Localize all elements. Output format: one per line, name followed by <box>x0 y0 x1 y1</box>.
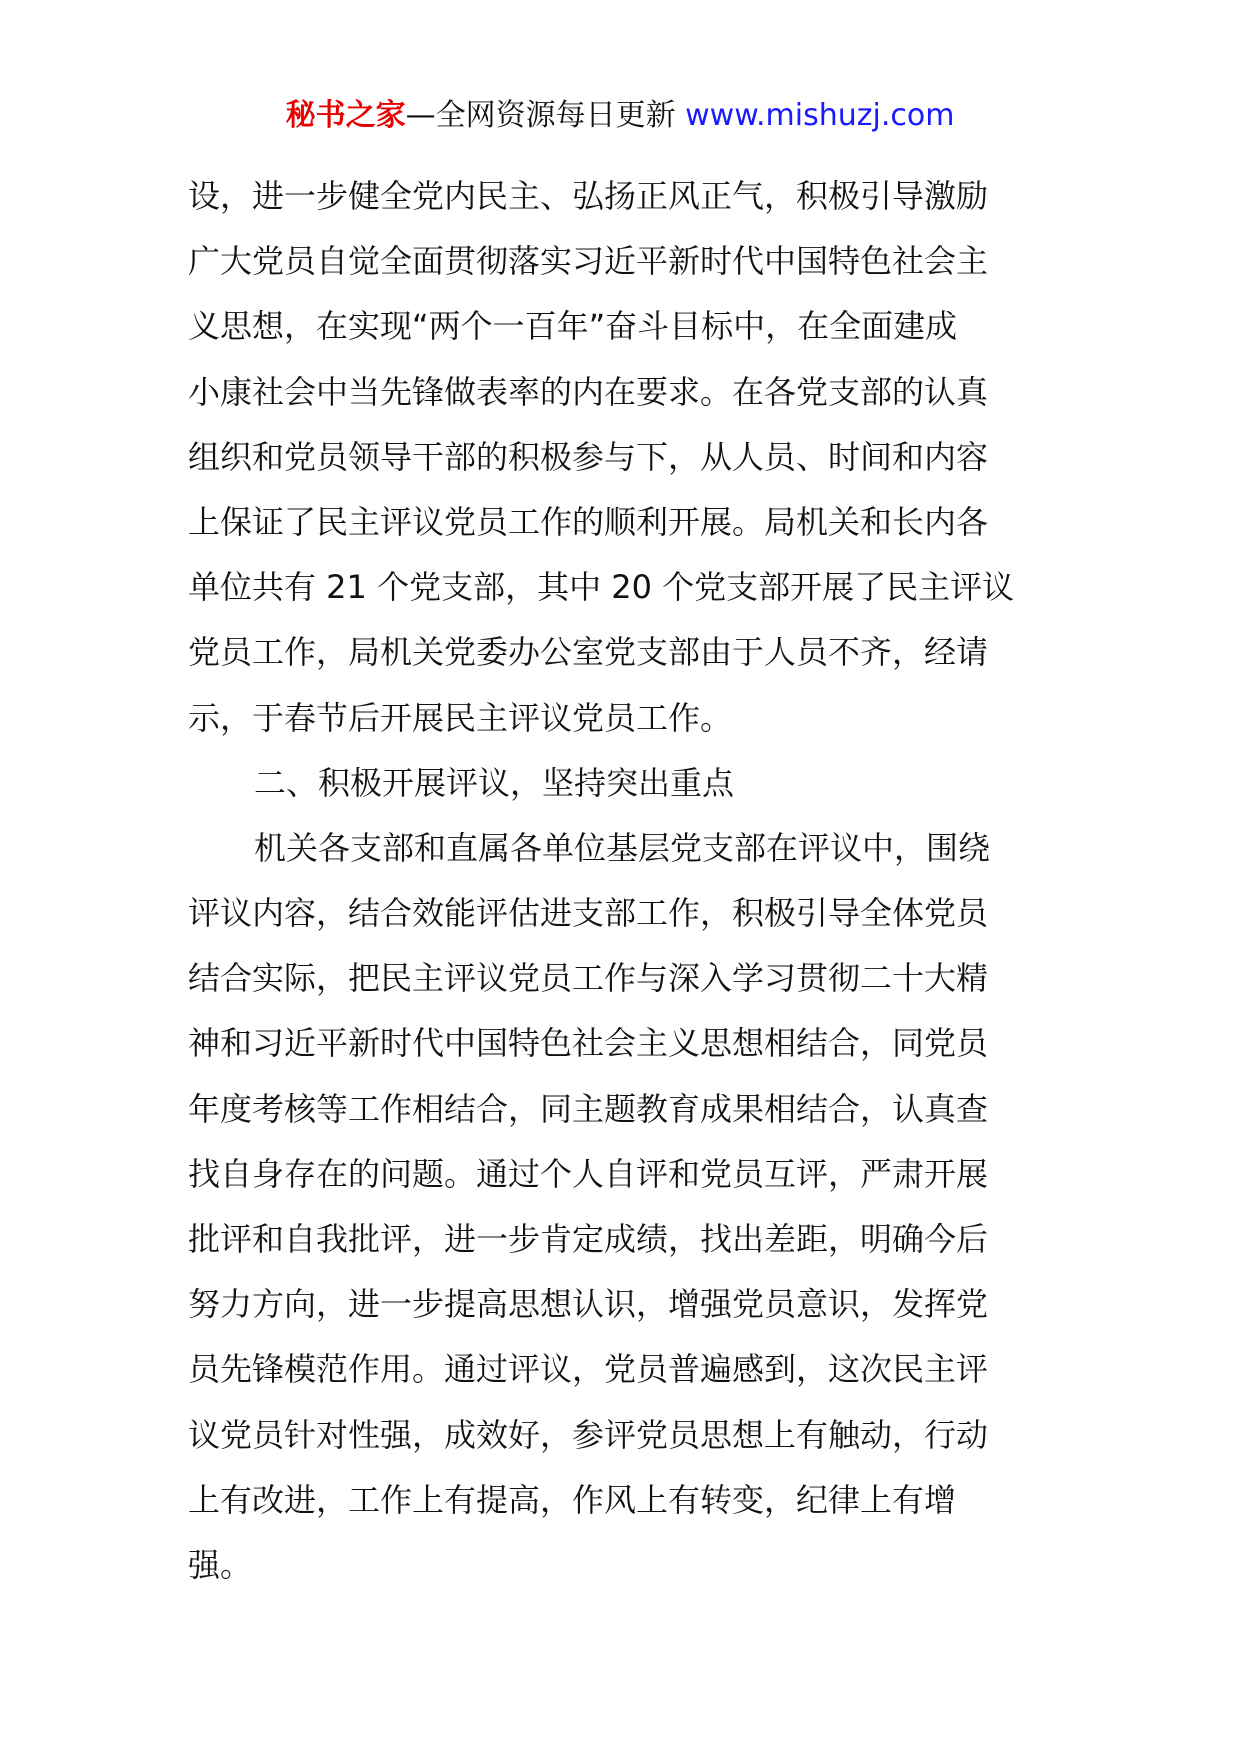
document-body <box>188 164 1056 1598</box>
text-line: 机关各支部和直属各单位基层党支部在评议中，围绕 <box>254 828 991 867</box>
text-line: 单位共有 21 个党支部，其中 20 个党支部开展了民主评议 <box>188 568 1015 607</box>
text-line: 批评和自我批评，进一步肯定成绩，找出差距，明确今后 <box>188 1220 989 1258</box>
text-line: 找自身存在的问题。通过个人自评和党员互评，严肃开展 <box>188 1154 989 1193</box>
text-line: 员先锋模范作用。通过评议，党员普遍感到，这次民主评 <box>188 1350 989 1389</box>
text-line: 上有改进，工作上有提高，作风上有转变，纪律上有增 <box>188 1480 957 1519</box>
brand-name: 秘书之家 <box>285 98 406 133</box>
text-line: 示，于春节后开展民主评议党员工作。 <box>188 698 733 737</box>
text-line: 小康社会中当先锋做表率的内在要求。在各党支部的认真 <box>188 372 989 411</box>
text-line: 广大党员自觉全面贯彻落实习近平新时代中国特色社会主 <box>188 242 989 281</box>
text-line: 议党员针对性强，成效好，参评党员思想上有触动，行动 <box>188 1415 989 1454</box>
text-line: 年度考核等工作相结合，同主题教育成果相结合，认真查 <box>188 1089 989 1128</box>
text-line: 结合实际，把民主评议党员工作与深入学习贯彻二十大精 <box>188 959 989 998</box>
text-line: 评议内容，结合效能评估进支部工作，积极引导全体党员 <box>188 894 989 933</box>
text-line: 设，进一步健全党内民主、弘扬正风正气，积极引导激励 <box>188 177 989 215</box>
header-tagline: —全网资源每日更新 <box>405 98 676 133</box>
text-line: 组织和党员领导干部的积极参与下，从人员、时间和内容 <box>188 437 989 476</box>
text-line: 强。 <box>188 1545 253 1584</box>
page-header <box>0 96 1240 136</box>
text-line: 上保证了民主评议党员工作的顺利开展。局机关和长内各 <box>188 502 989 541</box>
text-line: 义思想，在实现“两个一百年”奋斗目标中，在全面建成 <box>188 307 958 346</box>
section-heading: 二、积极开展评议，坚持突出重点 <box>254 763 735 802</box>
header-url-link[interactable]: www.mishuzj.com <box>685 98 955 133</box>
text-line: 努力方向，进一步提高思想认识，增强党员意识，发挥党 <box>188 1285 989 1324</box>
text-line: 神和习近平新时代中国特色社会主义思想相结合，同党员 <box>188 1024 989 1063</box>
text-line: 党员工作，局机关党委办公室党支部由于人员不齐，经请 <box>188 633 989 672</box>
